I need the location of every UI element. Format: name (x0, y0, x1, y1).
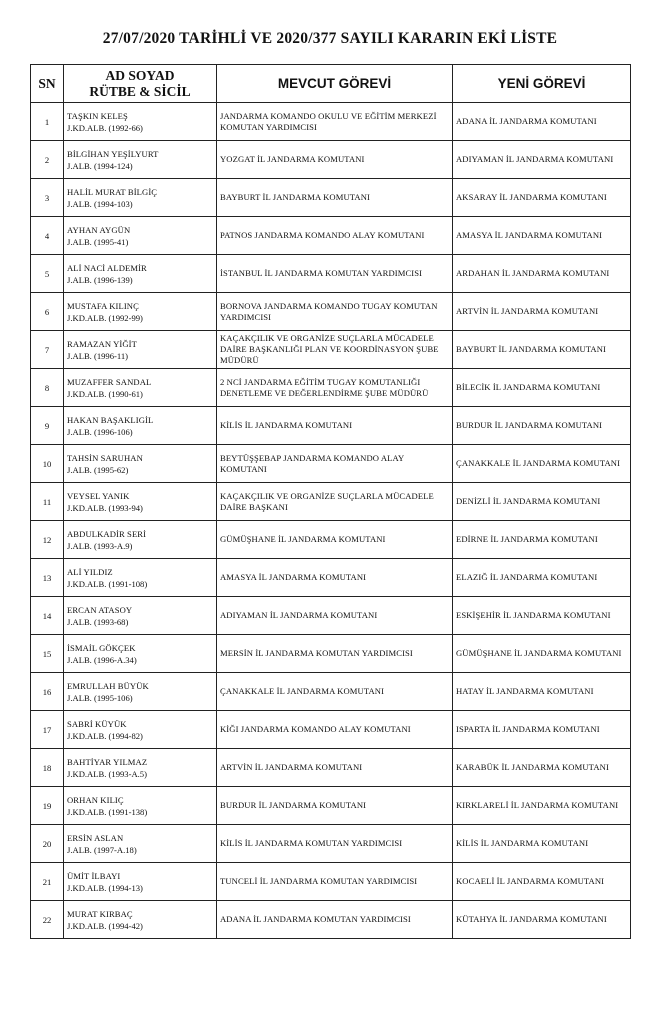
row-number: 12 (31, 521, 64, 559)
current-duty: TUNCELİ İL JANDARMA KOMUTAN YARDIMCISI (217, 863, 453, 901)
rank-registry: J.KD.ALB. (1990-61) (67, 388, 143, 399)
rank-registry: J.KD.ALB. (1994-13) (67, 882, 143, 893)
rank-registry: J.ALB. (1995-62) (67, 464, 129, 475)
table-header-row (31, 65, 631, 103)
table-row (31, 407, 631, 445)
person-name: MURAT KIRBAÇ (67, 908, 133, 919)
current-duty: JANDARMA KOMANDO OKULU VE EĞİTİM MERKEZİ KOMUTAN YARDIMCISI (217, 103, 453, 141)
name-rank-cell (64, 141, 217, 179)
table-row (31, 635, 631, 673)
new-duty: EDİRNE İL JANDARMA KOMUTANI (453, 521, 631, 559)
table-row (31, 369, 631, 407)
header-rank: RÜTBE & SİCİL (89, 83, 191, 99)
person-name: BİLGİHAN YEŞİLYURT (67, 148, 159, 159)
row-number: 16 (31, 673, 64, 711)
table-row (31, 445, 631, 483)
table-row (31, 103, 631, 141)
rank-registry: J.KD.ALB. (1993-94) (67, 502, 143, 513)
person-name: TAHSİN SARUHAN (67, 452, 143, 463)
name-rank-cell (64, 445, 217, 483)
rank-registry: J.ALB. (1996-106) (67, 426, 133, 437)
row-number: 20 (31, 825, 64, 863)
document-title: 27/07/2020 TARİHLİ VE 2020/377 SAYILI KARARIN EKİ LİSTE (102, 30, 558, 47)
table-row (31, 673, 631, 711)
rank-registry: J.ALB. (1994-103) (67, 198, 133, 209)
person-name: HAKAN BAŞAKLIGİL (67, 414, 154, 425)
person-name: RAMAZAN YİĞİT (67, 338, 137, 349)
name-rank-cell (64, 673, 217, 711)
rank-registry: J.KD.ALB. (1994-42) (67, 920, 143, 931)
rank-registry: J.KD.ALB. (1993-A.5) (67, 768, 147, 779)
current-duty: KİLİS İL JANDARMA KOMUTANI (217, 407, 453, 445)
current-duty: GÜMÜŞHANE İL JANDARMA KOMUTANI (217, 521, 453, 559)
person-name: VEYSEL YANIK (67, 490, 130, 501)
new-duty: ISPARTA İL JANDARMA KOMUTANI (453, 711, 631, 749)
row-number: 6 (31, 293, 64, 331)
row-number: 8 (31, 369, 64, 407)
new-duty: HATAY İL JANDARMA KOMUTANI (453, 673, 631, 711)
person-name: ABDULKADİR SERİ (67, 528, 147, 539)
current-duty: ADIYAMAN İL JANDARMA KOMUTANI (217, 597, 453, 635)
new-duty: ADIYAMAN İL JANDARMA KOMUTANI (453, 141, 631, 179)
row-number: 14 (31, 597, 64, 635)
current-duty: BAYBURT İL JANDARMA KOMUTANI (217, 179, 453, 217)
current-duty: ÇANAKKALE İL JANDARMA KOMUTANI (217, 673, 453, 711)
name-rank-cell (64, 293, 217, 331)
name-rank-cell (64, 255, 217, 293)
current-duty: KAÇAKÇILIK VE ORGANİZE SUÇLARLA MÜCADELE DAİRE BAŞKANI (217, 483, 453, 521)
name-rank-cell (64, 483, 217, 521)
table-row (31, 711, 631, 749)
person-name: ERSİN ASLAN (67, 832, 124, 843)
header-sn: SN (31, 65, 64, 103)
person-name: TAŞKIN KELEŞ (67, 110, 128, 121)
header-current-duty: MEVCUT GÖREVİ (217, 65, 453, 103)
new-duty: BAYBURT İL JANDARMA KOMUTANI (453, 331, 631, 369)
name-rank-cell (64, 597, 217, 635)
rank-registry: J.ALB. (1996-A.34) (67, 654, 137, 665)
name-rank-cell (64, 863, 217, 901)
person-name: EMRULLAH BÜYÜK (67, 680, 149, 691)
row-number: 4 (31, 217, 64, 255)
table-row (31, 217, 631, 255)
person-name: MUZAFFER SANDAL (67, 376, 152, 387)
name-rank-cell (64, 635, 217, 673)
table-row (31, 255, 631, 293)
row-number: 21 (31, 863, 64, 901)
row-number: 5 (31, 255, 64, 293)
current-duty: AMASYA İL JANDARMA KOMUTANI (217, 559, 453, 597)
current-duty: ARTVİN İL JANDARMA KOMUTANI (217, 749, 453, 787)
table-row (31, 179, 631, 217)
person-name: MUSTAFA KILINÇ (67, 300, 139, 311)
table-row (31, 787, 631, 825)
row-number: 3 (31, 179, 64, 217)
current-duty: PATNOS JANDARMA KOMANDO ALAY KOMUTANI (217, 217, 453, 255)
name-rank-cell (64, 787, 217, 825)
row-number: 1 (31, 103, 64, 141)
person-name: HALİL MURAT BİLGİÇ (67, 186, 158, 197)
current-duty: İSTANBUL İL JANDARMA KOMUTAN YARDIMCISI (217, 255, 453, 293)
new-duty: AMASYA İL JANDARMA KOMUTANI (453, 217, 631, 255)
current-duty: BEYTÜŞŞEBAP JANDARMA KOMANDO ALAY KOMUTANI (217, 445, 453, 483)
new-duty: KOCAELİ İL JANDARMA KOMUTANI (453, 863, 631, 901)
new-duty: KIRKLARELİ İL JANDARMA KOMUTANI (453, 787, 631, 825)
rank-registry: J.ALB. (1993-A.9) (67, 540, 133, 551)
person-name: BAHTİYAR YILMAZ (67, 756, 148, 767)
rank-registry: J.ALB. (1997-A.18) (67, 844, 137, 855)
assignment-table (30, 64, 631, 939)
table-row (31, 825, 631, 863)
current-duty: YOZGAT İL JANDARMA KOMUTANI (217, 141, 453, 179)
name-rank-cell (64, 217, 217, 255)
table-row (31, 863, 631, 901)
rank-registry: J.KD.ALB. (1991-108) (67, 578, 148, 589)
new-duty: KARABÜK İL JANDARMA KOMUTANI (453, 749, 631, 787)
new-duty: ELAZIĞ İL JANDARMA KOMUTANI (453, 559, 631, 597)
header-name-rank (64, 65, 217, 103)
row-number: 15 (31, 635, 64, 673)
new-duty: KÜTAHYA İL JANDARMA KOMUTANI (453, 901, 631, 939)
person-name: ÜMİT İLBAYI (67, 870, 121, 881)
rank-registry: J.ALB. (1996-11) (67, 350, 129, 361)
current-duty: 2 NCİ JANDARMA EĞİTİM TUGAY KOMUTANLIĞI DENETLEME VE DEĞERLENDİRME ŞUBE MÜDÜRÜ (217, 369, 453, 407)
new-duty: ARTVİN İL JANDARMA KOMUTANI (453, 293, 631, 331)
header-name: AD SOYAD (105, 67, 175, 83)
new-duty: ADANA İL JANDARMA KOMUTANI (453, 103, 631, 141)
name-rank-cell (64, 749, 217, 787)
current-duty: KAÇAKÇILIK VE ORGANİZE SUÇLARLA MÜCADELE DAİRE BAŞKANLIĞI PLAN VE KOORDİNASYON ŞUBE MÜDÜRÜ (217, 331, 453, 369)
name-rank-cell (64, 901, 217, 939)
new-duty: ESKİŞEHİR İL JANDARMA KOMUTANI (453, 597, 631, 635)
table-row (31, 331, 631, 369)
current-duty: MERSİN İL JANDARMA KOMUTAN YARDIMCISI (217, 635, 453, 673)
rank-registry: J.KD.ALB. (1992-66) (67, 122, 143, 133)
person-name: İSMAİL GÖKÇEK (67, 642, 136, 653)
rank-registry: J.KD.ALB. (1994-82) (67, 730, 143, 741)
name-rank-cell (64, 559, 217, 597)
new-duty: ÇANAKKALE İL JANDARMA KOMUTANI (453, 445, 631, 483)
row-number: 17 (31, 711, 64, 749)
table-row (31, 521, 631, 559)
new-duty: ARDAHAN İL JANDARMA KOMUTANI (453, 255, 631, 293)
name-rank-cell (64, 711, 217, 749)
table-row (31, 483, 631, 521)
rank-registry: J.ALB. (1995-106) (67, 692, 133, 703)
name-rank-cell (64, 825, 217, 863)
table-row (31, 293, 631, 331)
rank-registry: J.ALB. (1996-139) (67, 274, 133, 285)
current-duty: BURDUR İL JANDARMA KOMUTANI (217, 787, 453, 825)
new-duty: GÜMÜŞHANE İL JANDARMA KOMUTANI (453, 635, 631, 673)
row-number: 19 (31, 787, 64, 825)
current-duty: KİLİS İL JANDARMA KOMUTAN YARDIMCISI (217, 825, 453, 863)
current-duty: ADANA İL JANDARMA KOMUTAN YARDIMCISI (217, 901, 453, 939)
name-rank-cell (64, 521, 217, 559)
new-duty: KİLİS İL JANDARMA KOMUTANI (453, 825, 631, 863)
table-row (31, 597, 631, 635)
name-rank-cell (64, 407, 217, 445)
rank-registry: J.ALB. (1995-41) (67, 236, 129, 247)
name-rank-cell (64, 369, 217, 407)
person-name: ERCAN ATASOY (67, 604, 133, 615)
row-number: 9 (31, 407, 64, 445)
new-duty: BİLECİK İL JANDARMA KOMUTANI (453, 369, 631, 407)
person-name: SABRİ KÜYÜK (67, 718, 127, 729)
current-duty: BORNOVA JANDARMA KOMANDO TUGAY KOMUTAN YARDIMCISI (217, 293, 453, 331)
row-number: 18 (31, 749, 64, 787)
row-number: 2 (31, 141, 64, 179)
row-number: 11 (31, 483, 64, 521)
new-duty: BURDUR İL JANDARMA KOMUTANI (453, 407, 631, 445)
row-number: 7 (31, 331, 64, 369)
person-name: ALİ NACİ ALDEMİR (67, 262, 147, 273)
rank-registry: J.ALB. (1994-124) (67, 160, 133, 171)
new-duty: AKSARAY İL JANDARMA KOMUTANI (453, 179, 631, 217)
name-rank-cell (64, 331, 217, 369)
person-name: ORHAN KILIÇ (67, 794, 124, 805)
table-row (31, 749, 631, 787)
table-body (31, 103, 631, 939)
row-number: 22 (31, 901, 64, 939)
rank-registry: J.KD.ALB. (1992-99) (67, 312, 143, 323)
name-rank-cell (64, 103, 217, 141)
row-number: 10 (31, 445, 64, 483)
current-duty: KİĞI JANDARMA KOMANDO ALAY KOMUTANI (217, 711, 453, 749)
rank-registry: J.ALB. (1993-68) (67, 616, 129, 627)
person-name: AYHAN AYGÜN (67, 224, 131, 235)
header-new-duty: YENİ GÖREVİ (453, 65, 631, 103)
rank-registry: J.KD.ALB. (1991-138) (67, 806, 148, 817)
name-rank-cell (64, 179, 217, 217)
person-name: ALİ YILDIZ (67, 566, 113, 577)
row-number: 13 (31, 559, 64, 597)
table-row (31, 141, 631, 179)
table-row (31, 559, 631, 597)
new-duty: DENİZLİ İL JANDARMA KOMUTANI (453, 483, 631, 521)
table-row (31, 901, 631, 939)
